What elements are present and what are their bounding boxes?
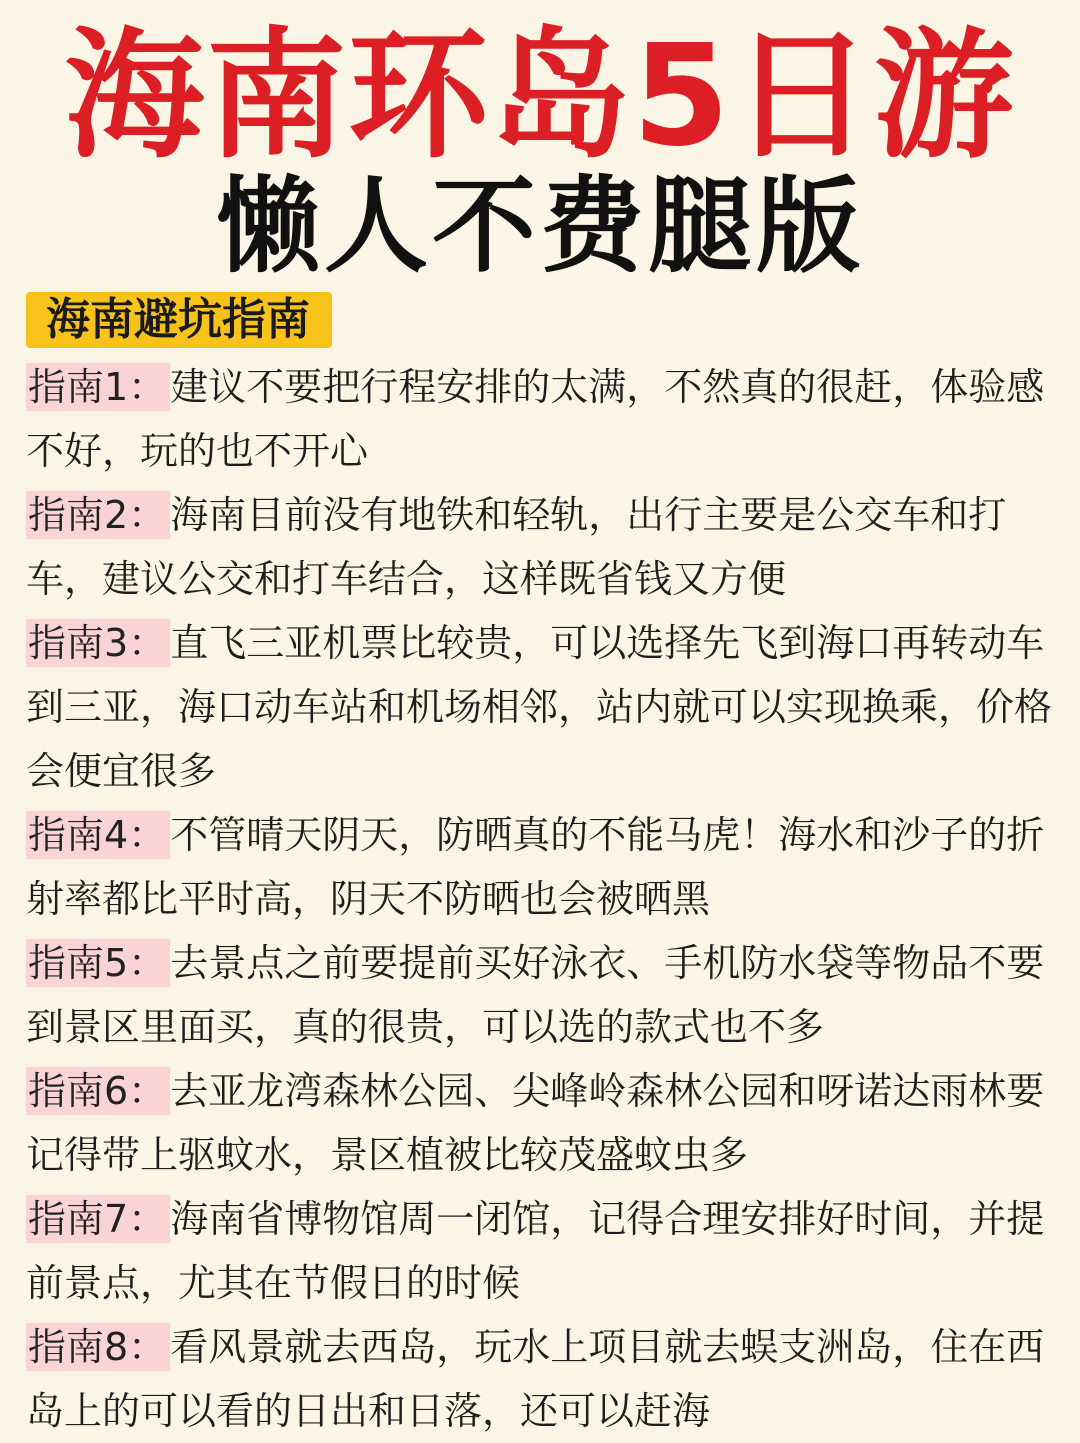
guide-label: 指南5：	[26, 939, 170, 987]
guide-text: 直飞三亚机票比较贵，可以选择先飞到海口再转动车到三亚，海口动车站和机场相邻，站内就可以实现换乘，价格会便宜很多	[26, 621, 1053, 793]
guide-text: 海南省博物馆周一闭馆，记得合理安排好时间，并提前景点，尤其在节假日的时候	[26, 1197, 1045, 1305]
guide-item-1	[26, 355, 1056, 483]
guide-label: 指南3：	[26, 619, 170, 667]
section-tag: 海南避坑指南	[26, 292, 332, 348]
guide-label: 指南2：	[26, 491, 170, 539]
guide-label: 指南6：	[26, 1067, 170, 1115]
guide-item-4	[26, 803, 1056, 931]
guide-item-3	[26, 611, 1056, 803]
sub-title: 懒人不费腿版	[215, 165, 864, 287]
guide-item-2	[26, 483, 1056, 611]
guide-item-7	[26, 1187, 1056, 1315]
guide-text: 去亚龙湾森林公园、尖峰岭森林公园和呀诺达雨林要记得带上驱蚊水，景区植被比较茂盛蚊虫多	[26, 1069, 1045, 1177]
guide-text: 海南目前没有地铁和轻轨，出行主要是公交车和打车，建议公交和打车结合，这样既省钱又方便	[26, 493, 1007, 601]
guide-label: 指南4：	[26, 811, 170, 859]
guide-item-8	[26, 1315, 1056, 1443]
guide-list	[26, 355, 1056, 1443]
guide-text: 建议不要把行程安排的太满，不然真的很赶，体验感不好，玩的也不开心	[26, 365, 1045, 473]
guide-item-5	[26, 931, 1056, 1059]
guide-item-6	[26, 1059, 1056, 1187]
guide-label: 指南1：	[26, 363, 170, 411]
guide-label: 指南8：	[26, 1323, 170, 1371]
guide-label: 指南7：	[26, 1195, 170, 1243]
guide-text: 看风景就去西岛，玩水上项目就去蜈支洲岛，住在西岛上的可以看的日出和日落，还可以赶海	[26, 1325, 1045, 1433]
main-title: 海南环岛5日游	[64, 15, 1016, 178]
guide-text: 不管晴天阴天，防晒真的不能马虎！海水和沙子的折射率都比平时高，阴天不防晒也会被晒黑	[26, 813, 1045, 921]
guide-text: 去景点之前要提前买好泳衣、手机防水袋等物品不要到景区里面买，真的很贵，可以选的款式也不多	[26, 941, 1045, 1049]
